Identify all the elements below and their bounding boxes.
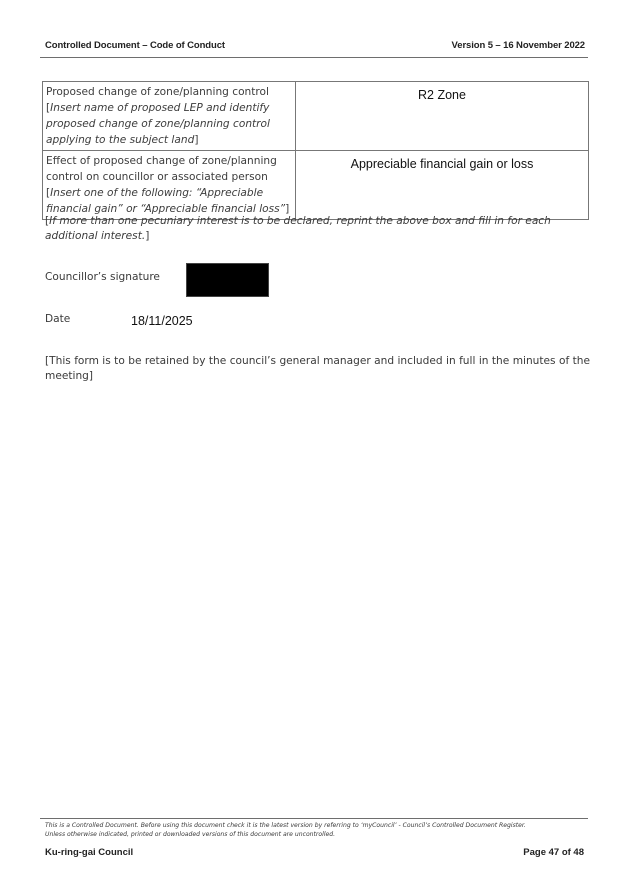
signature-redacted-box xyxy=(186,263,269,297)
date-label: Date xyxy=(45,313,71,325)
note-bracket-close: ] xyxy=(145,230,150,242)
note-text: If more than one pecuniary interest is to be declared, reprint the above box and fill in for each additional interest. xyxy=(45,215,551,242)
footer-divider xyxy=(40,818,588,819)
row-instruction-open: [ xyxy=(46,102,51,114)
proposed-change-value[interactable]: R2 Zone xyxy=(296,82,589,151)
row-label-cell xyxy=(43,82,296,151)
note-bracket-open: [ xyxy=(45,215,50,227)
table-row xyxy=(43,82,589,151)
date-value[interactable]: 18/11/2025 xyxy=(131,314,193,328)
retention-note: [This form is to be retained by the council’s general manager and included in full in the minutes of the meeting] xyxy=(45,355,590,382)
row-label-cell xyxy=(43,151,296,220)
disclaimer-line-2: Unless otherwise indicated, printed or downloaded versions of this document are uncontrolled. xyxy=(45,830,336,838)
header-divider xyxy=(40,57,588,58)
table-row xyxy=(43,151,589,220)
row-instruction-close: ] xyxy=(285,203,290,215)
row-instruction: Insert name of proposed LEP and identify proposed change of zone/planning control applying to the subject land xyxy=(46,102,270,146)
row-instruction-open: [ xyxy=(46,187,51,199)
multiple-interest-note xyxy=(45,214,593,244)
row-label: Proposed change of zone/planning control xyxy=(46,86,269,98)
signature-label: Councillor’s signature xyxy=(45,271,160,283)
page-number: Page 47 of 48 xyxy=(523,847,584,858)
row-instruction: Insert one of the following: “Appreciable financial gain” or “Appreciable financial loss” xyxy=(46,187,286,215)
footer-disclaimer xyxy=(45,822,590,839)
disclaimer-line-1: This is a Controlled Document. Before using this document check it is the latest version by referring to ‘myCouncil’ - Council’s Controlled Document Register. xyxy=(45,822,526,829)
footer-organisation: Ku-ring-gai Council xyxy=(45,847,134,858)
document-title: Controlled Document – Code of Conduct xyxy=(45,40,225,51)
row-label: Effect of proposed change of zone/planning control on councillor or associated person xyxy=(46,155,277,183)
document-version: Version 5 – 16 November 2022 xyxy=(451,40,585,51)
page-header xyxy=(45,38,585,54)
row-instruction-close: ] xyxy=(194,134,199,146)
effect-of-change-value[interactable]: Appreciable financial gain or loss xyxy=(296,151,589,220)
pecuniary-interest-table xyxy=(42,81,589,220)
